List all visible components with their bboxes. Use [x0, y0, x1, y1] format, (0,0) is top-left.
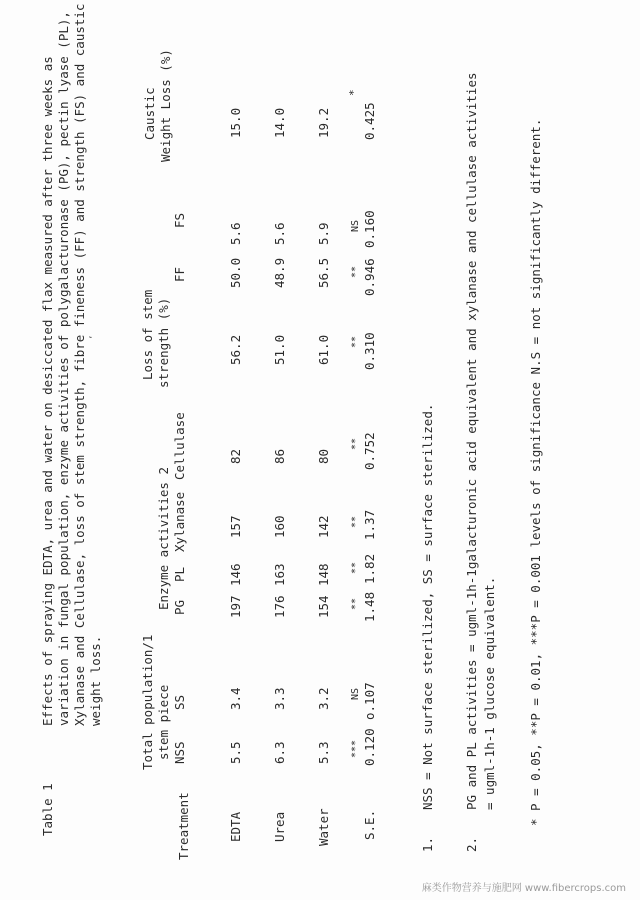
row-loss: 51.0	[272, 334, 287, 365]
table-label: Table 1	[40, 783, 55, 836]
row-cellulase: 86	[272, 448, 287, 464]
header-population-top: Total population/1	[140, 634, 155, 770]
row-pg: 197	[228, 595, 243, 618]
se-pl: 1.82	[362, 553, 377, 584]
row-fs: 5.6	[228, 222, 243, 245]
watermark: 麻类作物营养与施肥网 www.fibercrops.com	[421, 883, 626, 894]
scan-speck: ‘	[89, 334, 99, 340]
caption-line-4: weight loss.	[88, 635, 103, 726]
header-caustic-top: Caustic	[142, 87, 157, 140]
se-pg-significance: **	[350, 597, 361, 610]
se-pg: 1.48	[362, 591, 377, 622]
header-loss-bottom: strength (%)	[156, 297, 171, 388]
header-treatment: Treatment	[176, 792, 191, 860]
header-loss-top: Loss of stem	[140, 289, 155, 380]
row-nss: 6.3	[272, 741, 287, 764]
header-pl: PL	[172, 566, 187, 582]
row-nss: 5.3	[316, 741, 331, 764]
header-fs: FS	[172, 212, 187, 228]
se-ss-significance: NS	[350, 687, 361, 700]
se-pl-significance: **	[350, 561, 361, 574]
row-pl: 163	[272, 563, 287, 586]
footnote-1-number: 1.	[420, 836, 435, 852]
header-ss: SS	[172, 694, 187, 710]
row-caustic: 19.2	[316, 107, 331, 138]
se-caustic-significance: *	[347, 89, 360, 96]
row-fs: 5.9	[316, 222, 331, 245]
se-cellulase-significance: **	[350, 437, 361, 450]
se-caustic: 0.425	[362, 102, 377, 140]
footnote-2	[464, 72, 480, 852]
caption-line-3: Xylanase and Cellulase, loss of stem strength, fibre fineness (FF) and strength (FS) and caustic	[72, 3, 87, 726]
footnote-2-number: 2.	[464, 836, 479, 852]
caption-line-2: variation in fungal population, enzyme activities of polygalacturonase (PG), pectin lyase (PL),	[56, 11, 71, 726]
row-nss: 5.5	[228, 741, 243, 764]
header-population-mid: stem piece	[156, 684, 171, 760]
row-cellulase: 80	[316, 448, 331, 464]
row-pg: 154	[316, 595, 331, 618]
row-loss: 56.2	[228, 334, 243, 365]
se-cellulase: 0.752	[362, 432, 377, 470]
row-ff: 56.5	[316, 257, 331, 288]
se-xylanase: 1.37	[362, 509, 377, 540]
header-pg: PG	[172, 599, 187, 615]
se-loss: 0.310	[362, 332, 377, 370]
row-loss: 61.0	[316, 334, 331, 365]
header-caustic-bottom: Weight Loss (%)	[158, 49, 173, 162]
footnote-3: * P = 0.05, **P = 0.01, ***P = 0.001 levels of significance N.S = not significantly different.	[528, 118, 543, 826]
row-pl: 146	[228, 563, 243, 586]
se-xylanase-significance: **	[350, 515, 361, 528]
footnote-2-continued: = ugml-1h-1 glucose equivalent.	[482, 576, 497, 810]
row-pl: 148	[316, 563, 331, 586]
footnote-2-text-a: PG and PL activities = ugml-1h-1galacturonic acid equivalent and xylanase and cellulase activities	[464, 72, 479, 810]
row-fs: 5.6	[272, 222, 287, 245]
se-ff-significance: **	[350, 265, 361, 278]
row-xylanase: 142	[316, 515, 331, 538]
row-caustic: 14.0	[272, 107, 287, 138]
row-treatment: Water	[316, 808, 331, 846]
row-treatment: EDTA	[228, 811, 243, 842]
row-ss: 3.3	[272, 687, 287, 710]
row-xylanase: 160	[272, 515, 287, 538]
se-fs-significance: NS	[350, 219, 361, 232]
row-caustic: 15.0	[228, 107, 243, 138]
header-cellulase: Cellulase	[172, 412, 187, 480]
se-label: S.E.	[362, 809, 377, 840]
se-ss: o.107	[362, 682, 377, 720]
row-ff: 48.9	[272, 257, 287, 288]
header-xylanase: Xylanase	[172, 491, 187, 552]
header-nss: NSS	[172, 741, 187, 764]
se-fs: 0.160	[362, 210, 377, 248]
se-ff: 0.946	[362, 258, 377, 296]
footnote-1	[420, 404, 436, 852]
caption-line-1: Effects of spraying EDTA, urea and water on desiccated flax measured after three weeks as	[40, 56, 55, 726]
row-xylanase: 157	[228, 515, 243, 538]
row-ss: 3.2	[316, 687, 331, 710]
header-ff: FF	[172, 266, 187, 282]
row-cellulase: 82	[228, 448, 243, 464]
row-treatment: Urea	[272, 811, 287, 842]
se-nss-significance: ***	[350, 739, 361, 758]
header-enzyme-activities: Enzyme activities 2	[156, 467, 171, 610]
se-nss: 0.120	[362, 728, 377, 766]
footnote-1-text: NSS = Not surface sterilized, SS = surface sterilized.	[420, 403, 435, 810]
row-ff: 50.0	[228, 257, 243, 288]
row-pg: 176	[272, 595, 287, 618]
se-loss-significance: **	[350, 335, 361, 348]
row-ss: 3.4	[228, 687, 243, 710]
table-caption	[40, 3, 104, 836]
